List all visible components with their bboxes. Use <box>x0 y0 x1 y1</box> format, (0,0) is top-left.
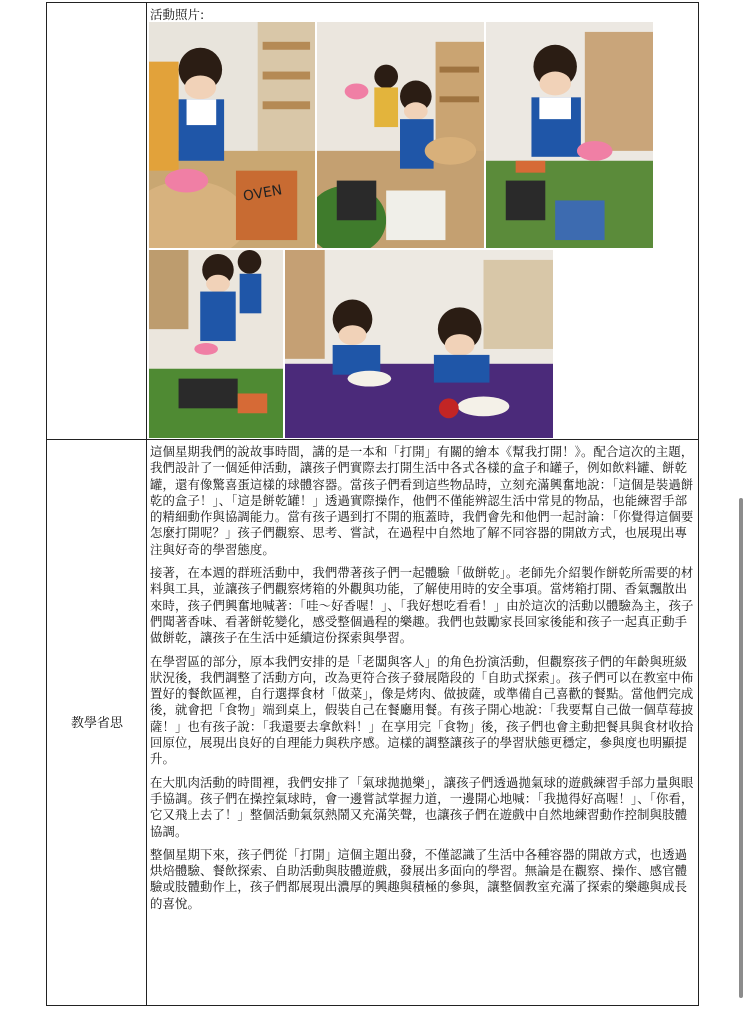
activity-photo-1 <box>148 21 316 249</box>
reflection-paragraph: 在大肌肉活動的時間裡，我們安排了「氣球拋拋樂」，讓孩子們透過拋氣球的遊戲練習手部力量與眼手協調。孩子們在操控氣球時，會一邊嘗試掌握力道，一邊開心地喊：「我拋得好高喔！」、「你看，它又飛上去了！」整個活動氣氛熱鬧又充滿笑聲，也讓孩子們在遊戲中自然地練習動作控制與肢體協調。 <box>150 774 694 839</box>
activity-photo-4 <box>148 249 284 439</box>
photos-row <box>47 3 698 440</box>
oven-box-text: OVEN <box>241 182 284 205</box>
reflection-paragraph: 整個星期下來，孩子們從「打開」這個主題出發，不僅認識了生活中各種容器的開啟方式，也透過烘焙體驗、餐飲探索、自助活動與肢體遊戲，發展出多面向的學習。無論是在觀察、操作、感官體驗或肢體動作上，孩子們都展現出濃厚的興趣與積極的參與，讓整個教室充滿了探索的樂趣與成長的喜悅。 <box>150 846 688 911</box>
reflection-paragraph: 在學習區的部分，原本我們安排的是「老闆與客人」的角色扮演活動，但觀察孩子們的年齡與班級狀況後，我們調整了活動方向，改為更符合孩子發展階段的「自助式探索」。孩子們可以在教室中佈置好的餐飲區裡，自行選擇食材「做菜」，像是烤肉、做披薩，或準備自己喜歡的餐點。當他們完成後，就會把「食物」端到桌上，假裝自己在餐廳用餐。有孩子開心地說：「我要幫自己做一個草莓披薩！」也有孩子說：「我還要去拿飲料！」在享用完「食物」後，孩子們也會主動把餐具與食材收拾回原位，展現出良好的自理能力與秩序感。這樣的調整讓孩子的學習狀態更穩定，參與度也明顯提升。 <box>150 653 694 767</box>
reflection-label: 教學省思 <box>70 716 123 731</box>
activity-photo-5 <box>284 249 554 439</box>
reflection-row <box>47 440 698 1005</box>
photos-content-cell <box>147 3 698 439</box>
scrollbar[interactable] <box>739 498 743 998</box>
reflection-text <box>150 444 694 919</box>
reflection-paragraph: 這個星期我們的說故事時間，講的是一本和「打開」有關的繪本《幫我打開！》。配合這次的主題，我們設計了一個延伸活動，讓孩子們實際去打開生活中各式各樣的盒子和罐子，例如飲料罐、餅乾罐，還有像驚喜蛋這樣的球體容器。當孩子們看到這些物品時，立刻充滿興奮地說：「這個是裝過餅乾的盒子！」、「這是餅乾罐！」透過實際操作，他們不僅能辨認生活中常見的物品，也能練習手部的精細動作與協調能力。當有孩子遇到打不開的瓶蓋時，我們會先和他們一起討論：「你覺得這個要怎麼打開呢？」孩子們觀察、思考、嘗試，在過程中自然地了解不同容器的開啟方式，也展現出專注與好奇的學習態度。 <box>150 444 694 557</box>
report-table <box>46 2 699 1006</box>
activity-photo-3 <box>485 21 654 249</box>
activity-photo-2 <box>316 21 485 249</box>
photos-label: 活動照片: <box>150 7 205 22</box>
photos-label-cell <box>47 3 147 439</box>
reflection-paragraph: 接著，在本週的群班活動中，我們帶著孩子們一起體驗「做餅乾」。老師先介紹製作餅乾所需要的材料與工具，並讓孩子們觀察烤箱的外觀與功能，了解使用時的安全事項。當烤箱打開、香氣飄散出來時，孩子們興奮地喊著：「哇～好香喔！」、「我好想吃看看！」由於這次的活動以體驗為主，孩子們聞著香味、看著餅乾變化，感受整個過程的樂趣。我們也鼓勵家長回家後能和孩子一起真正動手做餅乾，讓孩子在生活中延續這份探索與學習。 <box>150 565 694 646</box>
reflection-label-cell <box>47 440 147 1005</box>
reflection-content-cell <box>147 440 698 1005</box>
